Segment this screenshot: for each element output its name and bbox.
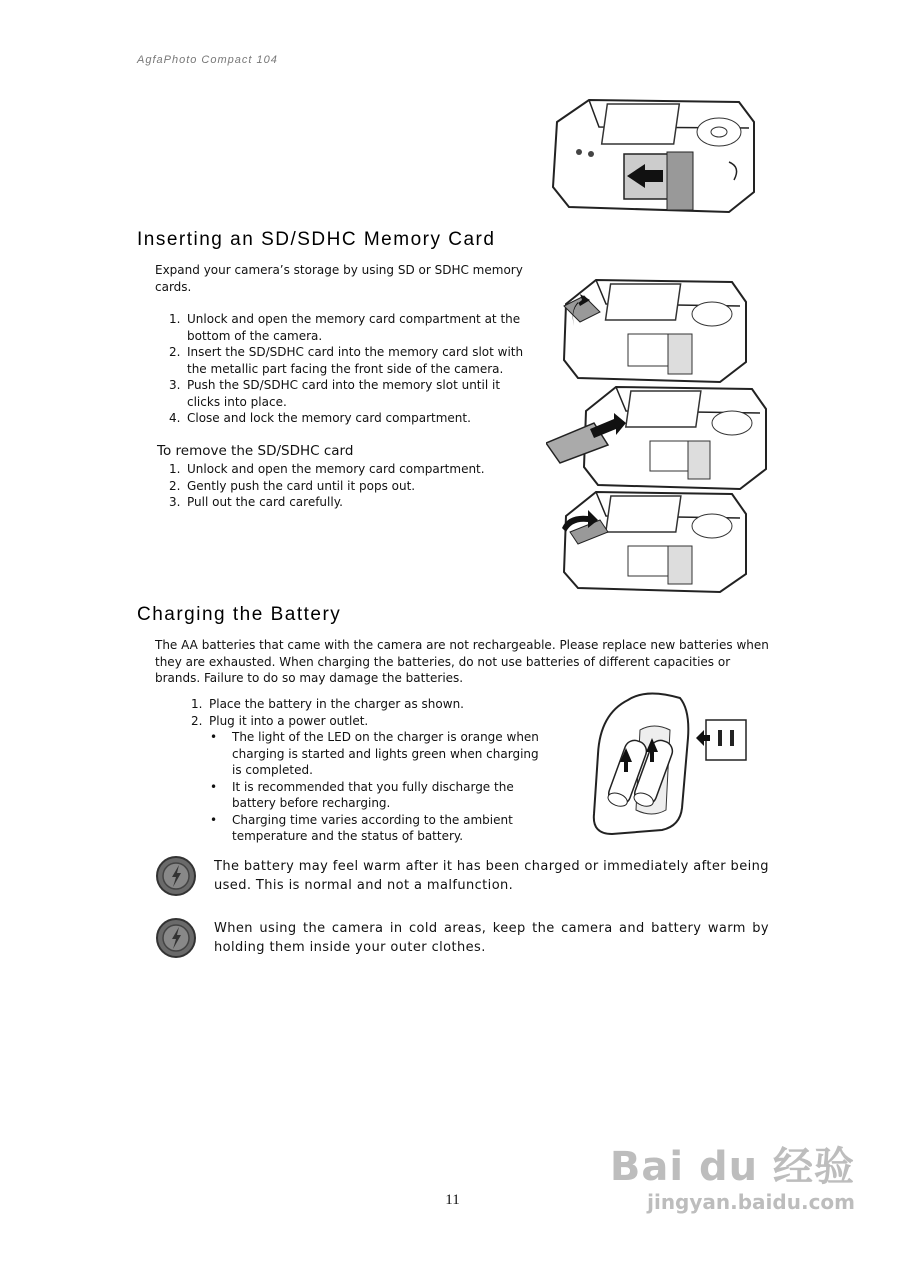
camera-open-compartment-illustration: [560, 274, 755, 386]
watermark-brand: Bai du 经验: [609, 1144, 855, 1190]
battery-charger-illustration: [588, 690, 753, 835]
sd-remove-steps: [155, 461, 535, 511]
list-item: 2. Insert the SD/SDHC card into the memory card slot with the metallic part facing the front side of the camera.: [169, 345, 524, 376]
sd-remove-title: To remove the SD/SDHC card: [157, 443, 354, 459]
sd-intro: Expand your camera’s storage by using SD or SDHC memory cards.: [155, 263, 523, 294]
list-item: • The light of the LED on the charger is orange when charging is started and lights green when charging is completed.: [210, 730, 539, 777]
battery-bullets: [210, 729, 545, 845]
sd-card-insert-illustration: [546, 383, 768, 495]
sd-section-title: Inserting an SD/SDHC Memory Card: [137, 229, 496, 250]
baidu-watermark: [610, 1145, 855, 1215]
list-item: 2. Plug it into a power outlet.: [191, 713, 369, 728]
list-item: 4. Close and lock the memory card compartment.: [169, 411, 471, 425]
battery-intro: The AA batteries that came with the camera are not rechargeable. Please replace new batteries when they are exhausted. When charging the batteries, do not use batteries of different capacities or brands. Failure to do so may damage the batteries.: [155, 638, 769, 685]
note-icon: [155, 917, 197, 959]
camera-battery-door-illustration: [549, 92, 769, 217]
list-item: 1. Unlock and open the memory card compartment.: [169, 462, 485, 476]
list-item: 3. Push the SD/SDHC card into the memory slot until it clicks into place.: [169, 378, 501, 409]
note-text: The battery may feel warm after it has been charged or immediately after being used. This is normal and not a malfunction.: [214, 859, 769, 893]
list-item: 2. Gently push the card until it pops out.: [169, 478, 416, 493]
note-text: When using the camera in cold areas, keep the camera and battery warm by holding them inside your outer clothes.: [214, 921, 769, 955]
note-icon: [155, 855, 197, 897]
battery-steps: [155, 696, 555, 729]
sd-insert-steps: [155, 311, 535, 427]
battery-section-title: Charging the Battery: [137, 604, 342, 625]
list-item: 1. Place the battery in the charger as shown.: [191, 697, 464, 711]
page-number: 11: [445, 1192, 460, 1208]
list-item: • It is recommended that you fully discharge the battery before recharging.: [210, 779, 514, 810]
list-item: 1. Unlock and open the memory card compartment at the bottom of the camera.: [169, 312, 521, 343]
watermark-url: jingyan.baidu.com: [647, 1190, 855, 1214]
document-header: AgfaPhoto Compact 104: [137, 54, 278, 66]
camera-close-compartment-illustration: [560, 488, 755, 596]
list-item: 3. Pull out the card carefully.: [169, 495, 343, 509]
list-item: • Charging time varies according to the ambient temperature and the status of battery.: [210, 812, 513, 843]
